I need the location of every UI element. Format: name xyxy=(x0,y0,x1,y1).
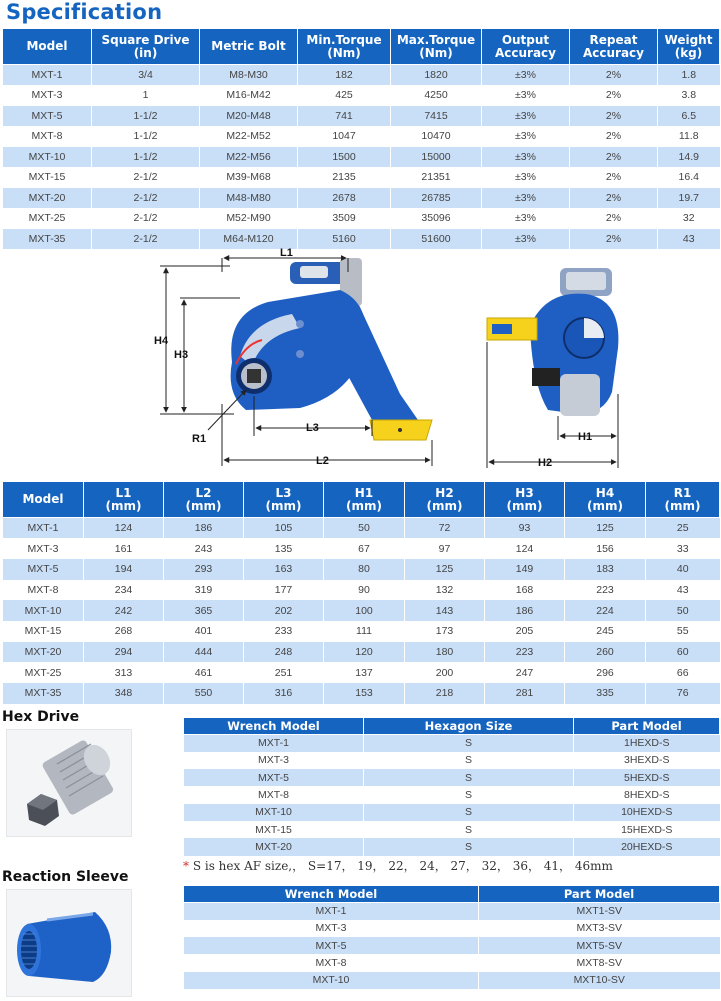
table-cell: 194 xyxy=(84,559,164,580)
table-cell: ±3% xyxy=(482,126,570,147)
table-row xyxy=(184,937,720,954)
table-cell: 14.9 xyxy=(658,147,720,168)
table-cell: 268 xyxy=(84,621,164,642)
table-cell: 2% xyxy=(570,229,658,250)
table-cell: 35096 xyxy=(391,208,482,229)
column-header: Model xyxy=(3,482,84,518)
table-row xyxy=(184,920,720,937)
table-cell: 11.8 xyxy=(658,126,720,147)
table-cell: 66 xyxy=(646,662,720,683)
table-cell: 741 xyxy=(298,106,391,127)
column-header: Wrench Model xyxy=(184,718,364,735)
column-header: Repeat Accuracy xyxy=(570,29,658,65)
table-cell: 51600 xyxy=(391,229,482,250)
table-cell: MXT5-SV xyxy=(479,937,720,954)
table-cell: 43 xyxy=(658,229,720,250)
table-cell: 177 xyxy=(244,580,324,601)
table-cell: 223 xyxy=(565,580,646,601)
table-cell: 186 xyxy=(485,600,565,621)
table-cell: 50 xyxy=(646,600,720,621)
table-cell: 2% xyxy=(570,208,658,229)
table-cell: 248 xyxy=(244,642,324,663)
table-row xyxy=(3,208,720,229)
table-cell: S xyxy=(364,752,574,769)
column-header: H1 (mm) xyxy=(324,482,405,518)
table-row xyxy=(3,580,720,601)
table-cell: 40 xyxy=(646,559,720,580)
table-cell: MXT-3 xyxy=(184,752,364,769)
table-cell: MXT-1 xyxy=(184,903,479,920)
table-cell: 425 xyxy=(298,85,391,106)
column-header: Hexagon Size xyxy=(364,718,574,735)
wrench-dimension-diagram xyxy=(0,244,721,476)
table-cell: 2-1/2 xyxy=(92,229,200,250)
dim-label-h3: H3 xyxy=(174,349,189,361)
table-cell: 80 xyxy=(324,559,405,580)
table-cell: 550 xyxy=(164,683,244,704)
table-cell: 6.5 xyxy=(658,106,720,127)
column-header: Part Model xyxy=(574,718,720,735)
dimensions-table xyxy=(2,481,720,704)
table-cell: 156 xyxy=(565,538,646,559)
table-cell: 313 xyxy=(84,662,164,683)
table-cell: 43 xyxy=(646,580,720,601)
specification-table xyxy=(2,28,720,249)
table-cell: MXT-8 xyxy=(3,126,92,147)
table-cell: MXT-1 xyxy=(3,518,84,539)
table-cell: 25 xyxy=(646,518,720,539)
table-cell: 1047 xyxy=(298,126,391,147)
table-cell: 1500 xyxy=(298,147,391,168)
table-cell: MXT-3 xyxy=(3,538,84,559)
table-cell: 4250 xyxy=(391,85,482,106)
table-cell: MXT-8 xyxy=(184,954,479,971)
dim-label-l2: L2 xyxy=(316,455,329,467)
table-cell: 182 xyxy=(298,65,391,86)
table-cell: MXT-15 xyxy=(184,821,364,838)
table-cell: MXT-1 xyxy=(184,735,364,752)
column-header: Wrench Model xyxy=(184,886,479,903)
table-row xyxy=(3,538,720,559)
table-row xyxy=(3,85,720,106)
column-header: Min.Torque (Nm) xyxy=(298,29,391,65)
table-cell: 365 xyxy=(164,600,244,621)
table-cell: 3/4 xyxy=(92,65,200,86)
table-cell: MXT-5 xyxy=(3,106,92,127)
table-cell: MXT-5 xyxy=(184,937,479,954)
hex-drive-title: Hex Drive xyxy=(2,709,80,725)
column-header: Model xyxy=(3,29,92,65)
table-cell: MXT-20 xyxy=(3,188,92,209)
table-cell: MXT-10 xyxy=(184,972,479,989)
column-header: L3 (mm) xyxy=(244,482,324,518)
table-row xyxy=(3,188,720,209)
table-cell: 444 xyxy=(164,642,244,663)
table-cell: MXT-3 xyxy=(184,920,479,937)
table-cell: MXT-20 xyxy=(184,838,364,855)
dim-label-h4: H4 xyxy=(154,335,169,347)
column-header: Square Drive (in) xyxy=(92,29,200,65)
table-cell: 245 xyxy=(565,621,646,642)
table-cell: 1.8 xyxy=(658,65,720,86)
column-header: Part Model xyxy=(479,886,720,903)
table-cell: 3HEXD-S xyxy=(574,752,720,769)
table-cell: MXT-5 xyxy=(184,769,364,786)
table-cell: 15000 xyxy=(391,147,482,168)
table-row xyxy=(3,65,720,86)
column-header: H2 (mm) xyxy=(405,482,485,518)
table-cell: 401 xyxy=(164,621,244,642)
table-row xyxy=(3,106,720,127)
table-cell: 93 xyxy=(485,518,565,539)
column-header: H3 (mm) xyxy=(485,482,565,518)
table-cell: 223 xyxy=(485,642,565,663)
table-cell: 296 xyxy=(565,662,646,683)
table-cell: 21351 xyxy=(391,167,482,188)
table-cell: 111 xyxy=(324,621,405,642)
table-cell: 247 xyxy=(485,662,565,683)
table-cell: 1HEXD-S xyxy=(574,735,720,752)
table-cell: MXT-25 xyxy=(3,662,84,683)
table-cell: 10470 xyxy=(391,126,482,147)
table-cell: ±3% xyxy=(482,147,570,168)
dim-label-l3: L3 xyxy=(306,422,319,434)
table-row xyxy=(3,683,720,704)
table-cell: 1-1/2 xyxy=(92,147,200,168)
table-cell: 100 xyxy=(324,600,405,621)
table-row xyxy=(184,972,720,989)
table-row xyxy=(184,769,720,786)
table-cell: 10HEXD-S xyxy=(574,804,720,821)
table-cell: 173 xyxy=(405,621,485,642)
column-header: Weight (kg) xyxy=(658,29,720,65)
table-cell: 205 xyxy=(485,621,565,642)
table-cell: MXT-25 xyxy=(3,208,92,229)
table-row xyxy=(184,838,720,855)
table-row xyxy=(3,559,720,580)
table-cell: S xyxy=(364,821,574,838)
table-cell: MXT-20 xyxy=(3,642,84,663)
table-cell: 55 xyxy=(646,621,720,642)
table-row xyxy=(184,954,720,971)
table-row xyxy=(3,147,720,168)
table-cell: 19.7 xyxy=(658,188,720,209)
table-row xyxy=(3,621,720,642)
table-row xyxy=(184,752,720,769)
table-cell: MXT-15 xyxy=(3,167,92,188)
column-header: Output Accuracy xyxy=(482,29,570,65)
table-cell: 124 xyxy=(485,538,565,559)
table-cell: ±3% xyxy=(482,106,570,127)
dim-label-h2: H2 xyxy=(538,457,553,469)
table-cell: 33 xyxy=(646,538,720,559)
reaction-sleeve-image xyxy=(6,889,132,997)
table-cell: 32 xyxy=(658,208,720,229)
column-header: L2 (mm) xyxy=(164,482,244,518)
table-cell: 20HEXD-S xyxy=(574,838,720,855)
table-cell: 186 xyxy=(164,518,244,539)
table-cell: 243 xyxy=(164,538,244,559)
table-cell: 2% xyxy=(570,85,658,106)
table-cell: MXT-3 xyxy=(3,85,92,106)
table-cell: 335 xyxy=(565,683,646,704)
table-cell: 5160 xyxy=(298,229,391,250)
table-cell: 26785 xyxy=(391,188,482,209)
table-row xyxy=(3,662,720,683)
table-cell: S xyxy=(364,804,574,821)
table-cell: 281 xyxy=(485,683,565,704)
table-cell: M64-M120 xyxy=(200,229,298,250)
dim-label-r1: R1 xyxy=(192,433,207,445)
table-cell: 8HEXD-S xyxy=(574,786,720,803)
table-cell: 90 xyxy=(324,580,405,601)
column-header: R1 (mm) xyxy=(646,482,720,518)
table-cell: MXT-35 xyxy=(3,683,84,704)
table-cell: MXT3-SV xyxy=(479,920,720,937)
table-row xyxy=(184,821,720,838)
table-cell: 2678 xyxy=(298,188,391,209)
table-cell: 67 xyxy=(324,538,405,559)
table-cell: 2% xyxy=(570,147,658,168)
column-header: H4 (mm) xyxy=(565,482,646,518)
table-cell: M8-M30 xyxy=(200,65,298,86)
table-cell: 319 xyxy=(164,580,244,601)
dim-label-h1: H1 xyxy=(578,431,593,443)
table-cell: 293 xyxy=(164,559,244,580)
table-cell: 2% xyxy=(570,126,658,147)
table-cell: 3.8 xyxy=(658,85,720,106)
table-cell: M52-M90 xyxy=(200,208,298,229)
table-cell: 60 xyxy=(646,642,720,663)
table-cell: 120 xyxy=(324,642,405,663)
table-cell: MXT-5 xyxy=(3,559,84,580)
table-cell: MXT-10 xyxy=(184,804,364,821)
table-cell: M22-M56 xyxy=(200,147,298,168)
table-cell: MXT8-SV xyxy=(479,954,720,971)
table-cell: 132 xyxy=(405,580,485,601)
table-cell: 15HEXD-S xyxy=(574,821,720,838)
table-cell: 97 xyxy=(405,538,485,559)
column-header: Max.Torque (Nm) xyxy=(391,29,482,65)
table-cell: MXT-8 xyxy=(184,786,364,803)
table-cell: MXT-10 xyxy=(3,600,84,621)
table-cell: 143 xyxy=(405,600,485,621)
column-header: Metric Bolt xyxy=(200,29,298,65)
dim-label-l1: L1 xyxy=(280,247,293,259)
table-cell: 2% xyxy=(570,167,658,188)
table-cell: 251 xyxy=(244,662,324,683)
table-row xyxy=(3,642,720,663)
table-row xyxy=(3,167,720,188)
table-cell: 3509 xyxy=(298,208,391,229)
reaction-sleeve-table xyxy=(183,885,720,989)
table-cell: 461 xyxy=(164,662,244,683)
table-cell: 224 xyxy=(565,600,646,621)
table-cell: MXT10-SV xyxy=(479,972,720,989)
table-row xyxy=(184,786,720,803)
table-cell: 233 xyxy=(244,621,324,642)
page-title: Specification xyxy=(6,0,163,24)
table-cell: 1820 xyxy=(391,65,482,86)
table-cell: 153 xyxy=(324,683,405,704)
table-cell: 260 xyxy=(565,642,646,663)
table-cell: ±3% xyxy=(482,85,570,106)
table-cell: 1-1/2 xyxy=(92,106,200,127)
table-cell: MXT-10 xyxy=(3,147,92,168)
table-cell: MXT1-SV xyxy=(479,903,720,920)
table-cell: 2-1/2 xyxy=(92,188,200,209)
table-cell: 7415 xyxy=(391,106,482,127)
table-cell: MXT-15 xyxy=(3,621,84,642)
table-cell: 183 xyxy=(565,559,646,580)
wrench-side-view xyxy=(487,268,618,416)
table-cell: 168 xyxy=(485,580,565,601)
table-cell: 105 xyxy=(244,518,324,539)
table-cell: ±3% xyxy=(482,167,570,188)
table-cell: 2% xyxy=(570,65,658,86)
table-cell: 180 xyxy=(405,642,485,663)
table-cell: 234 xyxy=(84,580,164,601)
table-cell: MXT-1 xyxy=(3,65,92,86)
table-cell: ±3% xyxy=(482,208,570,229)
table-cell: 5HEXD-S xyxy=(574,769,720,786)
table-cell: 125 xyxy=(405,559,485,580)
table-cell: 348 xyxy=(84,683,164,704)
table-row xyxy=(184,804,720,821)
hex-size-note: * S is hex AF size,， S=17， 19， 22， 24， 27， 32， 36， 41， 46mm xyxy=(183,859,613,873)
table-cell: 72 xyxy=(405,518,485,539)
table-cell: 200 xyxy=(405,662,485,683)
column-header: L1 (mm) xyxy=(84,482,164,518)
table-cell: M39-M68 xyxy=(200,167,298,188)
table-cell: M16-M42 xyxy=(200,85,298,106)
table-cell: 16.4 xyxy=(658,167,720,188)
table-cell: M22-M52 xyxy=(200,126,298,147)
table-cell: S xyxy=(364,735,574,752)
table-cell: MXT-35 xyxy=(3,229,92,250)
table-cell: M48-M80 xyxy=(200,188,298,209)
table-cell: S xyxy=(364,786,574,803)
table-cell: 163 xyxy=(244,559,324,580)
table-cell: ±3% xyxy=(482,188,570,209)
table-cell: 149 xyxy=(485,559,565,580)
table-cell: ±3% xyxy=(482,229,570,250)
table-cell: 2% xyxy=(570,188,658,209)
table-cell: 2-1/2 xyxy=(92,167,200,188)
table-cell: 135 xyxy=(244,538,324,559)
table-row xyxy=(184,735,720,752)
table-cell: 1-1/2 xyxy=(92,126,200,147)
table-cell: 242 xyxy=(84,600,164,621)
reaction-sleeve-title: Reaction Sleeve xyxy=(2,869,129,885)
table-cell: 125 xyxy=(565,518,646,539)
table-cell: 76 xyxy=(646,683,720,704)
hex-drive-image xyxy=(6,729,132,837)
hex-drive-table xyxy=(183,717,720,856)
table-cell: 2135 xyxy=(298,167,391,188)
table-cell: 124 xyxy=(84,518,164,539)
table-cell: M20-M48 xyxy=(200,106,298,127)
table-cell: MXT-8 xyxy=(3,580,84,601)
table-cell: 202 xyxy=(244,600,324,621)
table-cell: 316 xyxy=(244,683,324,704)
table-cell: 137 xyxy=(324,662,405,683)
table-row xyxy=(3,126,720,147)
table-cell: S xyxy=(364,838,574,855)
table-cell: 2-1/2 xyxy=(92,208,200,229)
table-cell: 2% xyxy=(570,106,658,127)
table-cell: 161 xyxy=(84,538,164,559)
table-row xyxy=(3,600,720,621)
table-cell: 50 xyxy=(324,518,405,539)
table-cell: ±3% xyxy=(482,65,570,86)
table-cell: 294 xyxy=(84,642,164,663)
wrench-front-view xyxy=(231,258,432,440)
table-cell: 1 xyxy=(92,85,200,106)
table-cell: S xyxy=(364,769,574,786)
table-cell: 218 xyxy=(405,683,485,704)
table-row xyxy=(184,903,720,920)
table-row xyxy=(3,518,720,539)
